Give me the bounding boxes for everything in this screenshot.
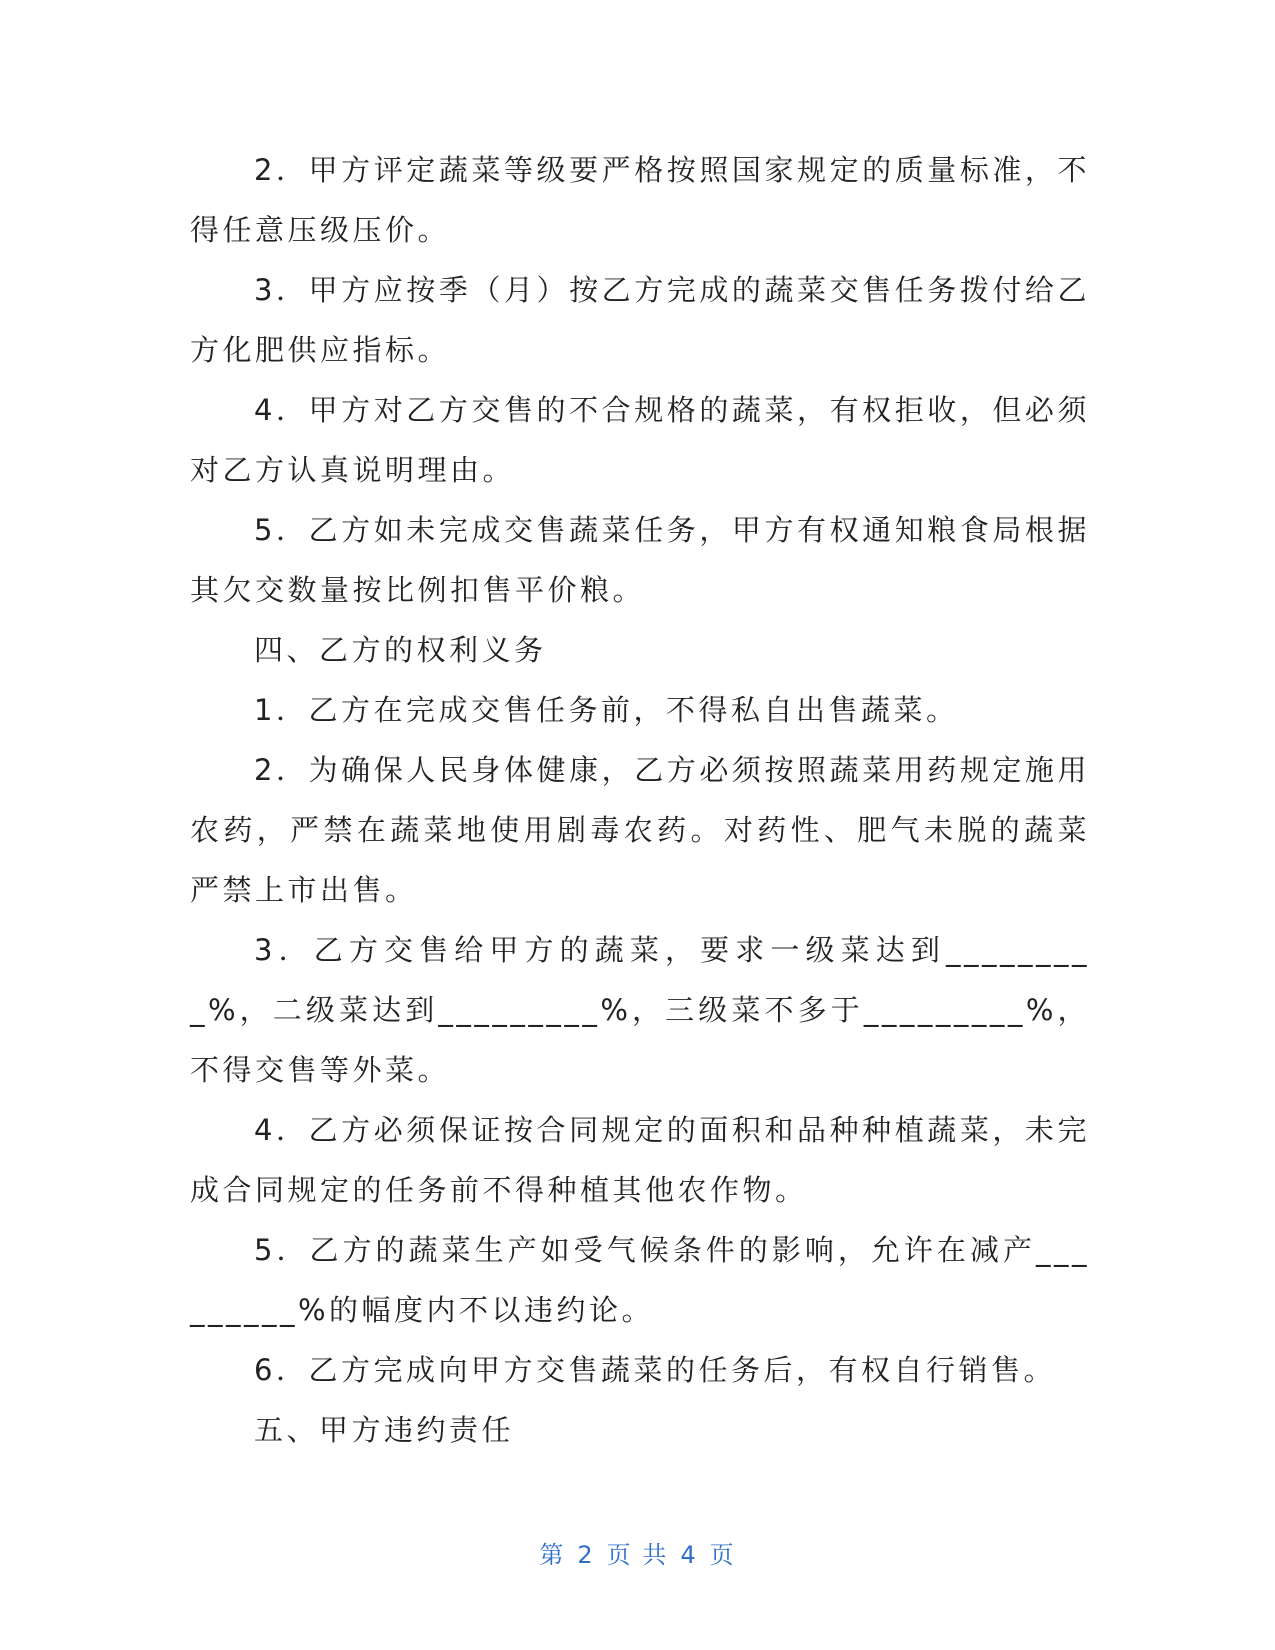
clause-paragraph: 3．甲方应按季（月）按乙方完成的蔬菜交售任务拨付给乙方化肥供应指标。 (190, 273, 1090, 367)
clause-paragraph: 5．乙方的蔬菜生产如受气候条件的影响，允许在减产_________%的幅度内不以违约论。 (190, 1233, 1090, 1327)
clause-paragraph: 4．乙方必须保证按合同规定的面积和品种种植蔬菜，未完成合同规定的任务前不得种植其他农作物。 (190, 1113, 1090, 1207)
footer-prefix: 第 (539, 1541, 566, 1569)
section-heading: 四、乙方的权利义务 (254, 633, 547, 667)
clause-paragraph: 5．乙方如未完成交售蔬菜任务，甲方有权通知粮食局根据其欠交数量按比例扣售平价粮。 (190, 513, 1090, 607)
clause-paragraph: 6．乙方完成向甲方交售蔬菜的任务后，有权自行销售。 (254, 1353, 1056, 1387)
footer-page-number: 2 (577, 1541, 595, 1569)
footer-suffix: 页 (709, 1541, 736, 1569)
clause-paragraph: 1．乙方在完成交售任务前，不得私自出售蔬菜。 (254, 693, 959, 727)
clause-paragraph: 3．乙方交售给甲方的蔬菜，要求一级菜达到_________%，二级菜达到_________%，三级菜不多于_________%，不得交售等外菜。 (190, 933, 1090, 1087)
document-body (190, 140, 1090, 1460)
clause-paragraph: 2．为确保人民身体健康，乙方必须按照蔬菜用药规定施用农药，严禁在蔬菜地使用剧毒农药。对药性、肥气未脱的蔬菜严禁上市出售。 (190, 753, 1090, 907)
clause-paragraph: 2．甲方评定蔬菜等级要严格按照国家规定的质量标准，不得任意压级压价。 (190, 153, 1090, 247)
clause-paragraph: 4．甲方对乙方交售的不合规格的蔬菜，有权拒收，但必须对乙方认真说明理由。 (190, 393, 1090, 487)
footer-total-pages: 4 (680, 1541, 698, 1569)
footer-middle: 页 共 (606, 1541, 669, 1569)
section-heading: 五、甲方违约责任 (254, 1413, 515, 1447)
page-footer (0, 1535, 1275, 1570)
